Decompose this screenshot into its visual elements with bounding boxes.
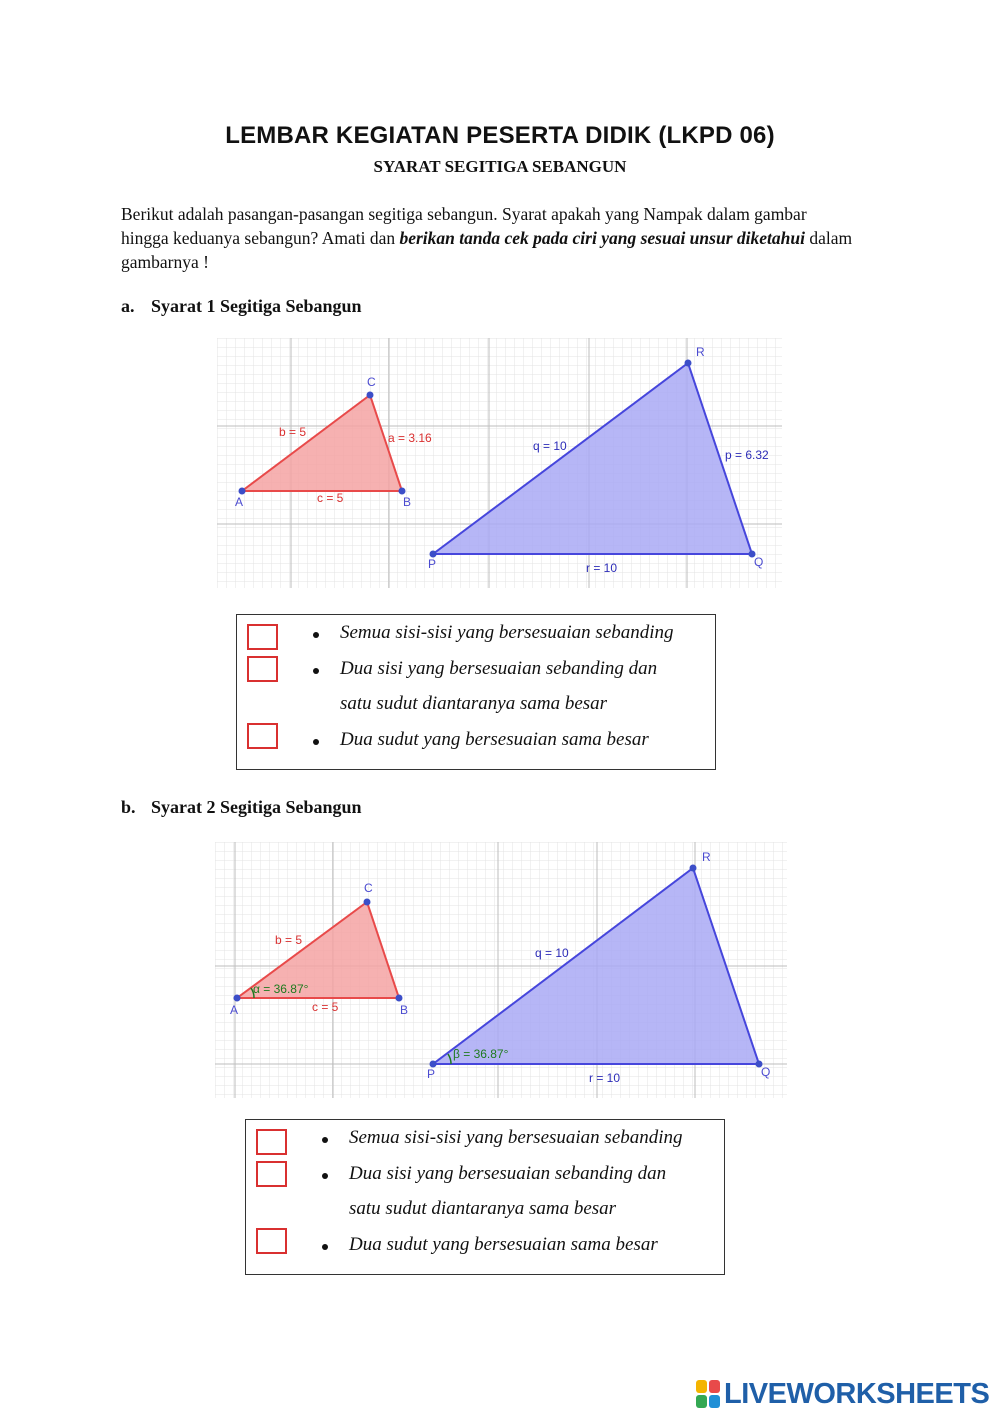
liveworksheets-logo-icon	[696, 1380, 720, 1408]
intro-paragraph	[121, 202, 856, 274]
label-a: A	[235, 495, 244, 509]
section-a-checkbox-1[interactable]	[247, 624, 278, 650]
intro-text-1: Berikut adalah pasangan-pasangan segitiga sebangun. Syarat apakah yang Nampak dalam gambar hingga keduanya sebangun? Amati dan	[121, 204, 807, 248]
point-a	[234, 995, 241, 1002]
section-a-option-2-cont: satu sudut diantaranya sama besar	[340, 693, 608, 714]
label-c: C	[364, 881, 373, 895]
side-label-r: r = 10	[586, 561, 618, 575]
bullet	[322, 1244, 328, 1250]
section-b-checkbox-3[interactable]	[256, 1228, 287, 1254]
point-a	[239, 488, 246, 495]
label-b: B	[400, 1003, 409, 1017]
side-label-b: b = 5	[275, 933, 303, 947]
bullet	[313, 739, 319, 745]
bullet	[313, 668, 319, 674]
section-b-checkbox-2[interactable]	[256, 1161, 287, 1187]
side-label-q: q = 10	[535, 946, 569, 960]
section-a-checklist	[236, 614, 716, 770]
label-q: Q	[761, 1065, 771, 1079]
side-label-c: c = 5	[317, 491, 344, 505]
angle-label-beta: β = 36.87°	[453, 1047, 509, 1061]
label-p: P	[427, 1067, 436, 1081]
label-c: C	[367, 375, 376, 389]
label-p: P	[428, 557, 437, 571]
section-a-option-3: Dua sudut yang bersesuaian sama besar	[340, 729, 649, 750]
liveworksheets-brand[interactable]	[696, 1379, 989, 1409]
section-a-option-2: Dua sisi yang bersesuaian sebanding dan	[340, 658, 658, 679]
bullet	[322, 1173, 328, 1179]
angle-label-alpha: α = 36.87°	[253, 982, 309, 996]
bullet	[313, 632, 319, 638]
section-b-option-2: Dua sisi yang bersesuaian sebanding dan	[349, 1163, 667, 1184]
section-b-heading	[121, 797, 362, 818]
side-label-b: b = 5	[279, 425, 307, 439]
section-a-figure	[217, 338, 782, 588]
page-subtitle: SYARAT SEGITIGA SEBANGUN	[373, 157, 627, 176]
section-a-title: Syarat 1 Segitiga Sebangun	[151, 296, 362, 316]
label-b: B	[403, 495, 412, 509]
brand-name: LIVEWORKSHEETS	[724, 1377, 990, 1410]
section-a-letter: a.	[121, 296, 135, 316]
section-b-checkbox-1[interactable]	[256, 1129, 287, 1155]
side-label-r: r = 10	[589, 1071, 621, 1085]
section-b-letter: b.	[121, 797, 136, 817]
point-r	[690, 865, 697, 872]
section-a-checkbox-2[interactable]	[247, 656, 278, 682]
label-r: R	[702, 850, 711, 864]
label-r: R	[696, 345, 705, 359]
side-label-q: q = 10	[533, 439, 567, 453]
section-b-checklist	[245, 1119, 725, 1275]
section-b-option-2-cont: satu sudut diantaranya sama besar	[349, 1198, 617, 1219]
label-q: Q	[754, 555, 764, 569]
side-label-p: p = 6.32	[725, 448, 769, 462]
intro-text-2: dalam gambarnya !	[121, 228, 853, 272]
side-label-c: c = 5	[312, 1000, 339, 1014]
page-title: LEMBAR KEGIATAN PESERTA DIDIK (LKPD 06)	[225, 122, 775, 149]
section-b-option-3: Dua sudut yang bersesuaian sama besar	[349, 1234, 658, 1255]
intro-emphasis: berikan tanda cek pada ciri yang sesuai unsur diketahui	[399, 228, 805, 248]
label-a: A	[230, 1003, 239, 1017]
point-b	[399, 488, 406, 495]
point-b	[396, 995, 403, 1002]
section-b-figure	[215, 842, 787, 1098]
point-r	[685, 360, 692, 367]
point-c	[364, 899, 371, 906]
bullet	[322, 1137, 328, 1143]
section-a-heading	[121, 296, 362, 317]
section-a-checkbox-3[interactable]	[247, 723, 278, 749]
side-label-a: a = 3.16	[388, 431, 432, 445]
section-b-title: Syarat 2 Segitiga Sebangun	[151, 797, 362, 817]
section-a-option-1: Semua sisi-sisi yang bersesuaian sebanding	[340, 622, 674, 643]
section-b-option-1: Semua sisi-sisi yang bersesuaian sebanding	[349, 1127, 683, 1148]
point-c	[367, 392, 374, 399]
